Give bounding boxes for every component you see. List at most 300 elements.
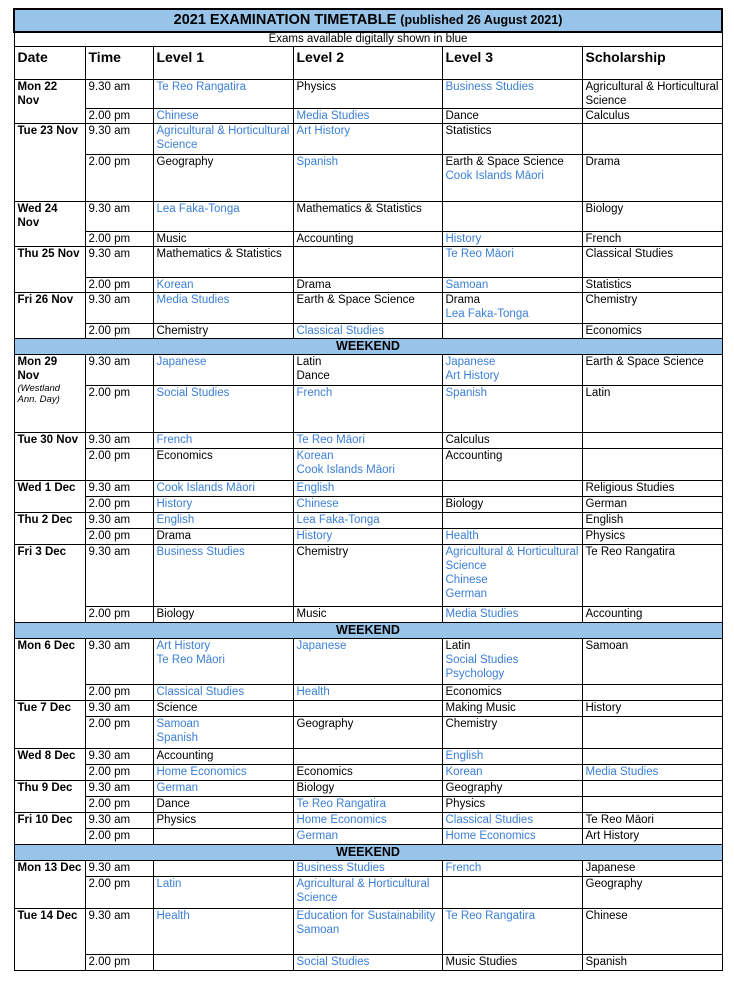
exam-subject: Korean — [156, 279, 194, 291]
exam-subject: Te Reo Māori — [585, 814, 654, 826]
level-3-cell — [442, 124, 582, 155]
exam-subject: Drama — [445, 294, 481, 306]
level-1-cell — [153, 545, 293, 607]
level-1-cell — [153, 909, 293, 955]
exam-subject: Physics — [296, 81, 337, 93]
exam-subject: Chinese — [296, 498, 339, 510]
level-2-cell — [293, 829, 442, 845]
time-cell: 9.30 am — [85, 781, 153, 797]
level-2-cell — [293, 481, 442, 497]
table-row — [14, 324, 722, 339]
scholarship-cell — [582, 545, 722, 607]
level-2-cell — [293, 639, 442, 685]
level-3-cell — [442, 685, 582, 701]
level-2-cell — [293, 861, 442, 877]
time-cell: 9.30 am — [85, 701, 153, 717]
scholarship-cell — [582, 449, 722, 481]
time-cell: 9.30 am — [85, 639, 153, 685]
level-1-cell — [153, 80, 293, 109]
level-2-cell — [293, 877, 442, 909]
exam-subject: Chinese — [445, 574, 488, 586]
title-cell — [14, 9, 722, 32]
exam-subject: Earth & Space Science — [445, 156, 564, 168]
exam-subject: Latin — [156, 878, 182, 890]
scholarship-cell — [582, 781, 722, 797]
exam-subject: Biology — [156, 608, 195, 620]
scholarship-cell — [582, 513, 722, 529]
table-row — [14, 813, 722, 829]
scholarship-cell — [582, 955, 722, 971]
level-3-cell — [442, 449, 582, 481]
weekend-row — [14, 623, 722, 639]
subtitle-row — [14, 32, 722, 47]
level-3-cell — [442, 909, 582, 955]
scholarship-cell — [582, 124, 722, 155]
exam-subject: Statistics — [445, 125, 492, 137]
level-1-cell — [153, 109, 293, 124]
level-1-cell — [153, 529, 293, 545]
level-3-cell — [442, 324, 582, 339]
level-2-cell — [293, 909, 442, 955]
exam-subject: Economics — [156, 450, 213, 462]
exam-subject: Media Studies — [585, 766, 659, 778]
date-cell — [14, 124, 85, 202]
timetable-page — [13, 8, 721, 971]
time-cell: 9.30 am — [85, 293, 153, 324]
exam-subject: Education for Sustainability — [296, 910, 436, 922]
scholarship-cell — [582, 797, 722, 813]
exam-subject: Geography — [296, 718, 354, 730]
date-cell — [14, 202, 85, 247]
exam-subject: Chinese — [585, 910, 628, 922]
time-cell: 9.30 am — [85, 481, 153, 497]
date-cell — [14, 701, 85, 749]
exam-subject: Cook Islands Māori — [445, 170, 544, 182]
level-3-cell — [442, 749, 582, 765]
exam-subject: Classical Studies — [445, 814, 534, 826]
table-row — [14, 717, 722, 749]
level-1-cell — [153, 607, 293, 623]
exam-subject: Classical Studies — [156, 686, 245, 698]
table-row — [14, 861, 722, 877]
level-2-cell — [293, 124, 442, 155]
time-cell: 2.00 pm — [85, 278, 153, 293]
scholarship-cell — [582, 607, 722, 623]
level-1-cell — [153, 202, 293, 232]
table-row — [14, 449, 722, 481]
header-level-1: Level 1 — [153, 47, 293, 80]
level-1-cell — [153, 155, 293, 202]
exam-subject: Lea Faka-Tonga — [445, 308, 529, 320]
exam-subject: Geography — [585, 878, 643, 890]
scholarship-cell — [582, 324, 722, 339]
exam-subject: Business Studies — [296, 862, 385, 874]
exam-subject: Calculus — [585, 110, 630, 122]
exam-subject: Calculus — [445, 434, 490, 446]
exam-subject: Spanish — [156, 732, 199, 744]
exam-subject: Music — [156, 233, 187, 245]
level-2-cell — [293, 797, 442, 813]
exam-subject: Te Reo Māori — [445, 248, 514, 260]
table-row — [14, 481, 722, 497]
table-row — [14, 797, 722, 813]
exam-subject: Korean — [296, 450, 334, 462]
level-2-cell — [293, 232, 442, 247]
level-2-cell — [293, 955, 442, 971]
date-note: (Westland Ann. Day) — [17, 383, 61, 405]
exam-subject: Biology — [296, 782, 335, 794]
level-2-cell — [293, 433, 442, 449]
exam-subject: Te Reo Rangatira — [156, 81, 246, 93]
scholarship-cell — [582, 685, 722, 701]
exam-subject: Home Economics — [296, 814, 387, 826]
table-row — [14, 433, 722, 449]
exam-subject: Business Studies — [156, 546, 245, 558]
exam-subject: Chemistry — [445, 718, 498, 730]
exam-subject: Dance — [156, 798, 190, 810]
exam-subject: Media Studies — [296, 110, 370, 122]
exam-subject: Classical Studies — [585, 248, 674, 260]
scholarship-cell — [582, 639, 722, 685]
exam-subject: French — [296, 387, 333, 399]
exam-subject: Te Reo Māori — [156, 654, 225, 666]
level-1-cell — [153, 449, 293, 481]
time-cell: 2.00 pm — [85, 765, 153, 781]
table-row — [14, 155, 722, 202]
level-1-cell — [153, 765, 293, 781]
exam-subject: Latin — [445, 640, 471, 652]
level-2-cell — [293, 749, 442, 765]
exam-subject: History — [585, 702, 622, 714]
exam-subject: Biology — [585, 203, 624, 215]
level-3-cell — [442, 877, 582, 909]
level-1-cell — [153, 433, 293, 449]
time-cell: 2.00 pm — [85, 607, 153, 623]
time-cell: 2.00 pm — [85, 529, 153, 545]
time-cell: 2.00 pm — [85, 955, 153, 971]
time-cell: 9.30 am — [85, 909, 153, 955]
scholarship-cell — [582, 278, 722, 293]
date-label: Thu 2 Dec — [17, 514, 73, 526]
scholarship-cell — [582, 529, 722, 545]
date-label: Mon 13 Dec — [17, 862, 82, 874]
exam-subject: Agricultural & Horticultural Science — [296, 878, 430, 904]
level-2-cell — [293, 545, 442, 607]
level-1-cell — [153, 324, 293, 339]
exam-subject: Health — [296, 686, 330, 698]
date-label: Mon 6 Dec — [17, 640, 76, 652]
table-row — [14, 124, 722, 155]
level-2-cell — [293, 813, 442, 829]
exam-subject: Samoan — [156, 718, 200, 730]
time-cell: 9.30 am — [85, 749, 153, 765]
exam-subject: Physics — [585, 530, 626, 542]
level-1-cell — [153, 749, 293, 765]
exam-subject: Geography — [156, 156, 214, 168]
exam-subject: Lea Faka-Tonga — [296, 514, 380, 526]
timetable-title: 2021 EXAMINATION TIMETABLE — [173, 12, 397, 28]
time-cell: 9.30 am — [85, 202, 153, 232]
table-row — [14, 278, 722, 293]
exam-subject: Chemistry — [296, 546, 349, 558]
exam-subject: Spanish — [585, 956, 628, 968]
date-label: Wed 8 Dec — [17, 750, 76, 762]
table-row — [14, 765, 722, 781]
level-2-cell — [293, 293, 442, 324]
level-2-cell — [293, 355, 442, 386]
table-row — [14, 202, 722, 232]
date-cell — [14, 545, 85, 623]
exam-subject: Mathematics & Statistics — [296, 203, 422, 215]
exam-subject: Accounting — [585, 608, 643, 620]
level-2-cell — [293, 685, 442, 701]
level-1-cell — [153, 293, 293, 324]
level-1-cell — [153, 877, 293, 909]
level-2-cell — [293, 80, 442, 109]
exam-subject: Agricultural & Horticultural Science — [585, 81, 719, 107]
exam-subject: Cook Islands Māori — [156, 482, 255, 494]
exam-subject: Music — [296, 608, 327, 620]
exam-subject: History — [156, 498, 193, 510]
table-row — [14, 607, 722, 623]
date-label: Wed 24 Nov — [17, 203, 58, 229]
level-1-cell — [153, 701, 293, 717]
exam-subject: Japanese — [585, 862, 636, 874]
exam-subject: Te Reo Rangatira — [296, 798, 386, 810]
level-3-cell — [442, 293, 582, 324]
level-1-cell — [153, 861, 293, 877]
level-2-cell — [293, 781, 442, 797]
exam-subject: Media Studies — [445, 608, 519, 620]
table-row — [14, 513, 722, 529]
exam-subject: Psychology — [445, 668, 505, 680]
exam-subject: Home Economics — [156, 766, 247, 778]
table-row — [14, 749, 722, 765]
level-3-cell — [442, 433, 582, 449]
time-cell: 2.00 pm — [85, 232, 153, 247]
date-cell — [14, 481, 85, 513]
level-2-cell — [293, 324, 442, 339]
level-2-cell — [293, 529, 442, 545]
level-2-cell — [293, 607, 442, 623]
date-cell — [14, 247, 85, 293]
level-2-cell — [293, 109, 442, 124]
time-cell: 2.00 pm — [85, 797, 153, 813]
exam-subject: English — [585, 514, 624, 526]
level-1-cell — [153, 278, 293, 293]
exam-subject: Korean — [445, 766, 483, 778]
level-1-cell — [153, 717, 293, 749]
table-row — [14, 829, 722, 845]
date-cell — [14, 433, 85, 481]
exam-subject: Economics — [585, 325, 642, 337]
level-1-cell — [153, 355, 293, 386]
level-3-cell — [442, 247, 582, 278]
level-2-cell — [293, 202, 442, 232]
exam-subject: Media Studies — [156, 294, 230, 306]
level-1-cell — [153, 685, 293, 701]
scholarship-cell — [582, 765, 722, 781]
table-row — [14, 497, 722, 513]
exam-subject: Classical Studies — [296, 325, 385, 337]
level-2-cell — [293, 155, 442, 202]
exam-subject: German — [156, 782, 199, 794]
table-row — [14, 80, 722, 109]
scholarship-cell — [582, 202, 722, 232]
exam-subject: Chemistry — [156, 325, 209, 337]
level-3-cell — [442, 109, 582, 124]
header-time: Time — [85, 47, 153, 80]
column-header-row — [14, 47, 722, 80]
exam-subject: English — [156, 514, 195, 526]
weekend-row — [14, 845, 722, 861]
scholarship-cell — [582, 247, 722, 278]
exam-subject: Agricultural & Horticultural Science — [156, 125, 290, 151]
level-1-cell — [153, 232, 293, 247]
time-cell: 9.30 am — [85, 355, 153, 386]
time-cell: 2.00 pm — [85, 829, 153, 845]
time-cell: 2.00 pm — [85, 109, 153, 124]
date-label: Wed 1 Dec — [17, 482, 76, 494]
exam-subject: Earth & Space Science — [585, 356, 704, 368]
exam-subject: Accounting — [445, 450, 503, 462]
level-3-cell — [442, 155, 582, 202]
exam-subject: Religious Studies — [585, 482, 675, 494]
exam-subject: Latin — [296, 356, 322, 368]
exam-subject: French — [445, 862, 482, 874]
level-3-cell — [442, 497, 582, 513]
time-cell: 2.00 pm — [85, 717, 153, 749]
time-cell: 9.30 am — [85, 247, 153, 278]
level-1-cell — [153, 497, 293, 513]
table-row — [14, 529, 722, 545]
time-cell: 9.30 am — [85, 813, 153, 829]
level-1-cell — [153, 639, 293, 685]
exam-subject: Physics — [445, 798, 486, 810]
scholarship-cell — [582, 717, 722, 749]
table-row — [14, 355, 722, 386]
level-2-cell — [293, 513, 442, 529]
time-cell: 2.00 pm — [85, 324, 153, 339]
date-label: Tue 30 Nov — [17, 434, 78, 446]
time-cell: 2.00 pm — [85, 155, 153, 202]
exam-subject: Physics — [156, 814, 197, 826]
exam-subject: Japanese — [296, 640, 347, 652]
level-2-cell — [293, 247, 442, 278]
exam-subject: Latin — [585, 387, 611, 399]
time-cell: 2.00 pm — [85, 386, 153, 433]
exam-subject: Dance — [445, 110, 479, 122]
exam-subject: Making Music — [445, 702, 516, 714]
scholarship-cell — [582, 293, 722, 324]
exam-subject: Social Studies — [156, 387, 230, 399]
level-2-cell — [293, 765, 442, 781]
exam-subject: Art History — [585, 830, 640, 842]
exam-subject: Economics — [296, 766, 353, 778]
scholarship-cell — [582, 909, 722, 955]
date-cell — [14, 861, 85, 909]
exam-subject: Business Studies — [445, 81, 534, 93]
table-row — [14, 685, 722, 701]
exam-subject: Art History — [156, 640, 211, 652]
exam-subject: Spanish — [296, 156, 339, 168]
subtitle: Exams available digitally shown in blue — [14, 32, 722, 47]
level-3-cell — [442, 607, 582, 623]
table-row — [14, 909, 722, 955]
header-date: Date — [14, 47, 85, 80]
level-2-cell — [293, 717, 442, 749]
exam-subject: German — [296, 830, 339, 842]
exam-subject: Drama — [156, 530, 192, 542]
date-label: Thu 9 Dec — [17, 782, 73, 794]
level-3-cell — [442, 529, 582, 545]
exam-subject: Drama — [296, 279, 332, 291]
scholarship-cell — [582, 386, 722, 433]
exam-subject: German — [445, 588, 488, 600]
level-3-cell — [442, 202, 582, 232]
date-cell — [14, 813, 85, 845]
time-cell: 9.30 am — [85, 861, 153, 877]
exam-subject: Social Studies — [296, 956, 370, 968]
exam-subject: Art History — [445, 370, 500, 382]
date-label: Tue 14 Dec — [17, 910, 78, 922]
scholarship-cell — [582, 877, 722, 909]
level-3-cell — [442, 80, 582, 109]
weekend-row — [14, 339, 722, 355]
time-cell: 9.30 am — [85, 433, 153, 449]
table-row — [14, 955, 722, 971]
date-label: Fri 26 Nov — [17, 294, 74, 306]
exam-subject: Spanish — [445, 387, 488, 399]
exam-subject: Accounting — [156, 750, 214, 762]
exam-subject: French — [585, 233, 622, 245]
exam-subject: Biology — [445, 498, 484, 510]
table-row — [14, 293, 722, 324]
exam-subject: Japanese — [156, 356, 207, 368]
table-row — [14, 232, 722, 247]
exam-subject: Dance — [296, 370, 330, 382]
level-3-cell — [442, 797, 582, 813]
level-2-cell — [293, 701, 442, 717]
table-row — [14, 701, 722, 717]
header-level-2: Level 2 — [293, 47, 442, 80]
table-row — [14, 781, 722, 797]
date-cell — [14, 781, 85, 813]
exam-subject: Samoan — [445, 279, 489, 291]
weekend-label: WEEKEND — [14, 339, 722, 355]
scholarship-cell — [582, 355, 722, 386]
level-3-cell — [442, 861, 582, 877]
exam-subject: History — [445, 233, 482, 245]
exam-subject: German — [585, 498, 628, 510]
level-3-cell — [442, 717, 582, 749]
scholarship-cell — [582, 481, 722, 497]
scholarship-cell — [582, 109, 722, 124]
level-3-cell — [442, 955, 582, 971]
exam-subject: Health — [156, 910, 190, 922]
exam-subject: English — [296, 482, 335, 494]
date-cell — [14, 355, 85, 433]
level-3-cell — [442, 781, 582, 797]
exam-subject: Mathematics & Statistics — [156, 248, 282, 260]
scholarship-cell — [582, 813, 722, 829]
exam-subject: English — [445, 750, 484, 762]
time-cell: 2.00 pm — [85, 497, 153, 513]
level-1-cell — [153, 386, 293, 433]
exam-subject: Lea Faka-Tonga — [156, 203, 240, 215]
exam-subject: Cook Islands Māori — [296, 464, 395, 476]
header-level-3: Level 3 — [442, 47, 582, 80]
